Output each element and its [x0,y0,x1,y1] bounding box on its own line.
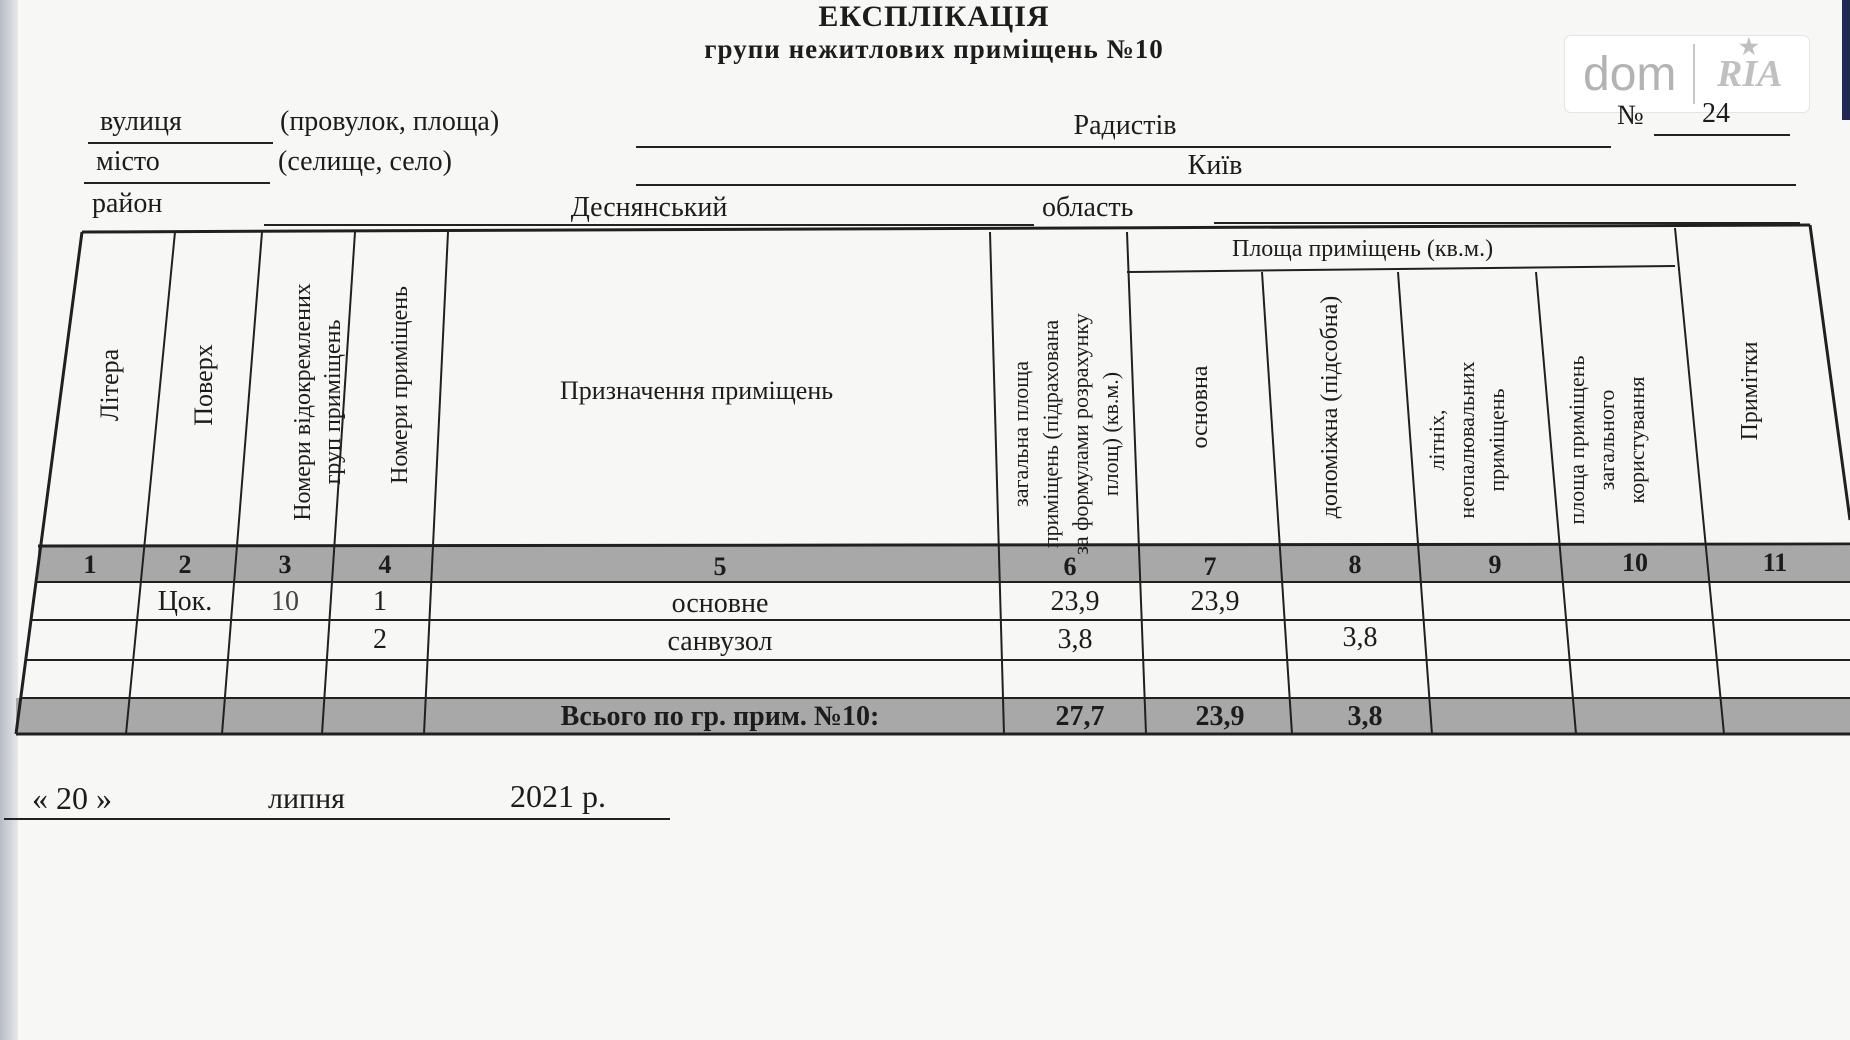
document-subtitle: групи нежитлових приміщень №10 [704,34,1164,64]
col-num-9: 9 [1488,550,1502,579]
header-common-line-2: загального [1594,389,1619,491]
date-month: липня [268,782,345,815]
header-total-line-3: за формулами розрахунку [1068,313,1093,555]
header-common-line-1: площа приміщень [1564,355,1589,525]
date-day: « 20 » [32,780,112,816]
header-common-line-3: користування [1624,376,1649,504]
col-num-8: 8 [1348,550,1362,579]
row1-floor: Цок. [157,586,213,617]
total-row-aux-area: 3,8 [1347,701,1383,732]
col-num-10: 10 [1622,548,1648,577]
city-label: місто [96,146,160,177]
street-label: вулиця [100,106,182,137]
row1-total-area: 23,9 [1050,586,1100,617]
col-num-1: 1 [83,550,97,579]
header-area-group: Площа приміщень (кв.м.) [1232,236,1494,262]
header-summer-area [1422,330,1518,550]
header-group-line-2: груп приміщень [320,319,346,485]
col-num-11: 11 [1762,548,1788,577]
header-summer-line-2: неопалювальних [1454,361,1479,519]
header-total-line-2: приміщень (підрахована [1038,319,1063,549]
date-year: 2021 р. [510,778,606,814]
row1-group: 10 [271,586,299,617]
city-alt-label: (селище, село) [278,146,452,177]
date-underline [4,818,670,820]
row2-room: 2 [373,624,387,655]
row1-room: 1 [373,586,387,617]
header-notes: Примітки [1737,341,1763,441]
col-num-3: 3 [278,550,292,579]
row2-purpose: санвузол [667,626,773,657]
header-poverkh: Поверх [189,344,218,426]
total-row-total-area: 27,7 [1055,701,1105,732]
header-aux-area: допоміжна (підсобна) [1317,295,1343,519]
logo-ria-label: RIA [1717,53,1783,95]
number-value: 24 [1702,98,1730,129]
row2-aux-area: 3,8 [1342,622,1378,653]
city-value: Київ [1187,150,1243,181]
region-label: область [1042,192,1134,223]
header-common-area [1562,330,1658,550]
col-num-5: 5 [713,552,727,581]
district-value: Деснянський [570,192,728,223]
header-group-numbers [288,272,352,532]
district-label: район [92,188,163,219]
header-group-line-1: Номери відокремлених [290,283,316,521]
col-num-4: 4 [378,550,392,579]
star-icon: ★ [1739,34,1759,59]
header-total-line-1: загальна площа [1008,361,1033,507]
header-litera: Літера [95,348,124,422]
header-main-area: основна [1187,365,1213,449]
header-purpose: Призначення приміщень [560,376,834,405]
row2-total-area: 3,8 [1057,624,1093,655]
total-row-label: Всього по гр. прим. №10: [560,701,880,732]
header-total-line-4: площ) (кв.м.) [1098,371,1123,497]
header-summer-line-1: літніх, [1424,409,1449,471]
total-row-main-area: 23,9 [1195,701,1245,732]
col-num-7: 7 [1203,552,1217,581]
document-title: ЕКСПЛІКАЦІЯ [818,0,1050,33]
row1-purpose: основне [671,588,769,619]
logo-dom-text: dom [1583,47,1677,101]
header-total-area [1006,284,1130,584]
col-num-2: 2 [178,550,192,579]
col-num-6: 6 [1063,552,1077,581]
row1-main-area: 23,9 [1190,586,1240,617]
street-alt-label: (провулок, площа) [280,106,500,137]
header-room-numbers: Номери приміщень [387,285,413,485]
street-value: Радистів [1073,110,1177,141]
number-label: № [1617,100,1644,131]
header-summer-line-3: приміщень [1484,388,1509,492]
